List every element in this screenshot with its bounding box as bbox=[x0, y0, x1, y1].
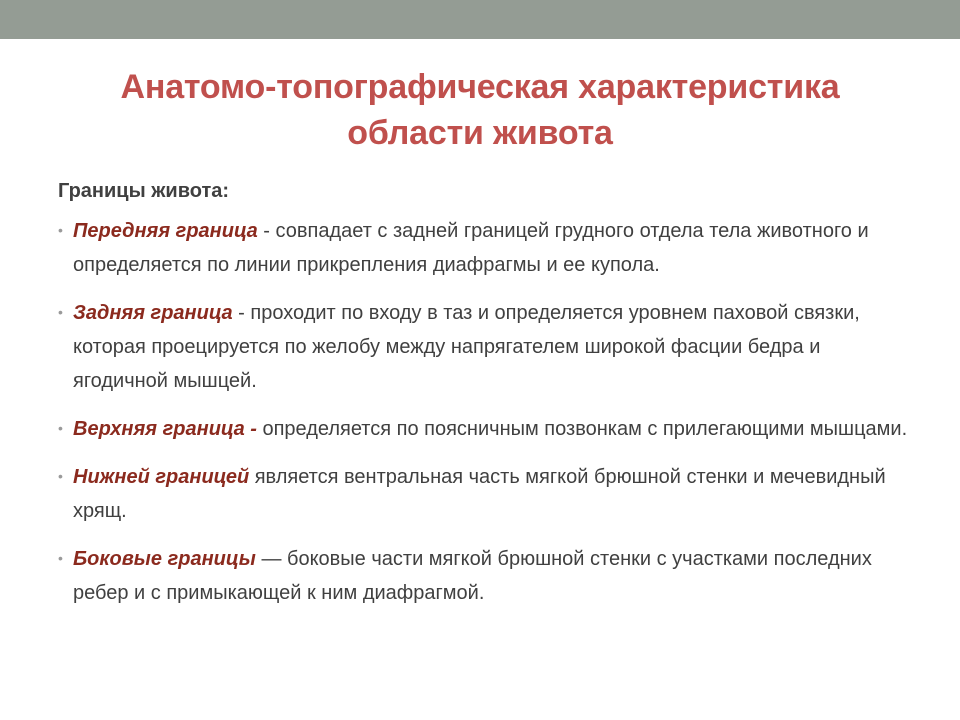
bullet-item-lower-border bbox=[58, 460, 918, 528]
bullet-dot-icon: • bbox=[58, 468, 63, 484]
bullet-text: — боковые части мягкой брюшной стенки с участками последних ребер и с примыкающей к ним диафрагмой. bbox=[73, 548, 872, 604]
bullet-dot-icon: • bbox=[58, 222, 63, 238]
slide-content bbox=[58, 176, 918, 624]
bullet-term: Нижней границей bbox=[73, 466, 250, 488]
bullet-text: - проходит по входу в таз и определяется уровнем паховой связки, которая проецируется по желобу между напрягателем широкой фасции бедра и ягодичной мышцей. bbox=[73, 302, 860, 392]
bullet-item-front-border bbox=[58, 214, 918, 282]
top-bar bbox=[0, 0, 960, 39]
bullet-list bbox=[58, 214, 918, 610]
bullet-dot-icon: • bbox=[58, 304, 63, 320]
slide-title-line2: области живота bbox=[347, 114, 613, 152]
bullet-text: определяется по поясничным позвонкам с прилегающими мышцами. bbox=[256, 418, 908, 440]
bullet-term: Верхняя граница - bbox=[73, 418, 257, 440]
slide-title bbox=[60, 64, 900, 156]
slide-title-line1: Анатомо-топографическая характеристика bbox=[120, 68, 840, 106]
bullet-item-upper-border bbox=[58, 412, 918, 446]
bullet-dot-icon: • bbox=[58, 550, 63, 566]
section-subtitle: Границы живота: bbox=[58, 180, 230, 202]
bullet-item-rear-border bbox=[58, 296, 918, 398]
bullet-item-side-borders bbox=[58, 542, 918, 610]
bullet-term: Задняя граница bbox=[73, 302, 233, 324]
bullet-term: Передняя граница bbox=[73, 220, 258, 242]
bullet-dot-icon: • bbox=[58, 420, 63, 436]
bullet-text: является вентральная часть мягкой брюшной стенки и мечевидный хрящ. bbox=[73, 466, 886, 522]
bullet-term: Боковые границы bbox=[73, 548, 256, 570]
bullet-text: - совпадает с задней границей грудного отдела тела животного и определяется по линии прикрепления диафрагмы и ее купола. bbox=[73, 220, 869, 276]
